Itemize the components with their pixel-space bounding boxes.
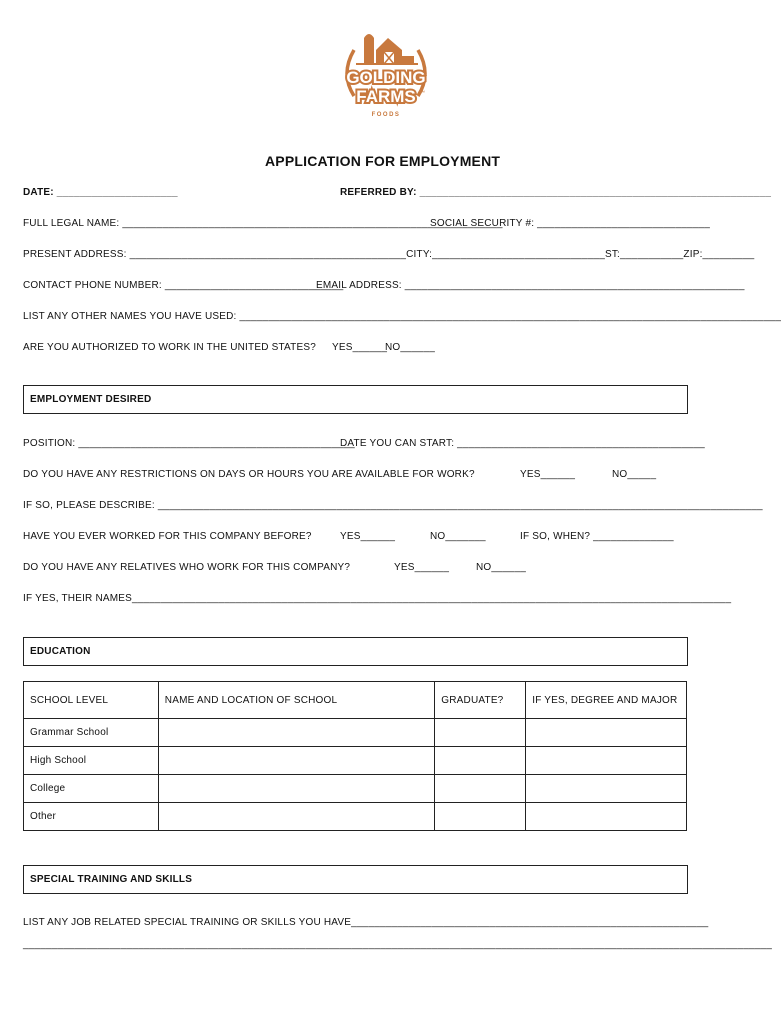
school-level-college: College — [24, 775, 159, 803]
worked-before-yes-field[interactable]: YES______ — [340, 531, 396, 542]
employment-desired-title: EMPLOYMENT DESIRED — [30, 394, 152, 405]
school-name-cell[interactable] — [158, 719, 434, 747]
table-row — [24, 803, 687, 831]
relatives-yes-field[interactable]: YES______ — [394, 562, 450, 573]
authorized-question: ARE YOU AUTHORIZED TO WORK IN THE UNITED STATES? — [23, 342, 316, 353]
education-header — [23, 637, 688, 666]
golding-farms-logo — [336, 26, 436, 122]
employment-desired-header — [23, 385, 688, 414]
special-training-header — [23, 865, 688, 894]
full-legal-name-field[interactable]: FULL LEGAL NAME: __________________________________________________________________ — [23, 218, 503, 229]
degree-major-cell[interactable] — [526, 747, 687, 775]
start-date-field[interactable]: DATE YOU CAN START: ___________________________________________ — [340, 438, 705, 449]
column-header-school-name-location: NAME AND LOCATION OF SCHOOL — [158, 682, 434, 719]
column-header-degree-major: IF YES, DEGREE AND MAJOR — [526, 682, 687, 719]
degree-major-cell[interactable] — [526, 803, 687, 831]
relatives-question: DO YOU HAVE ANY RELATIVES WHO WORK FOR THIS COMPANY? — [23, 562, 351, 573]
restrictions-describe-field[interactable]: IF SO, PLEASE DESCRIBE: _________________________________________________________________________________________________________ — [23, 500, 763, 511]
ssn-field[interactable]: SOCIAL SECURITY #: ______________________________ — [430, 218, 711, 229]
logo-text-line1: GOLDING — [346, 68, 426, 87]
worked-before-no-field[interactable]: NO_______ — [430, 531, 486, 542]
graduate-cell[interactable] — [435, 747, 526, 775]
education-title: EDUCATION — [30, 646, 91, 657]
contact-phone-field[interactable]: CONTACT PHONE NUMBER: _______________________________ — [23, 280, 344, 291]
school-level-other: Other — [24, 803, 159, 831]
column-header-school-level: SCHOOL LEVEL — [24, 682, 159, 719]
table-row — [24, 747, 687, 775]
email-address-field[interactable]: EMAIL ADDRESS: ___________________________________________________________ — [316, 280, 745, 291]
special-training-title: SPECIAL TRAINING AND SKILLS — [30, 874, 193, 885]
position-field[interactable]: POSITION: ________________________________________________ — [23, 438, 355, 449]
school-name-cell[interactable] — [158, 803, 434, 831]
education-table-header-row — [24, 682, 687, 719]
school-name-cell[interactable] — [158, 747, 434, 775]
relatives-no-field[interactable]: NO______ — [476, 562, 526, 573]
authorized-yes-field[interactable]: YES______ — [332, 342, 388, 353]
table-row — [24, 719, 687, 747]
graduate-cell[interactable] — [435, 719, 526, 747]
education-table — [23, 681, 687, 831]
worked-before-question: HAVE YOU EVER WORKED FOR THIS COMPANY BEFORE? — [23, 531, 312, 542]
form-title: APPLICATION FOR EMPLOYMENT — [265, 153, 501, 169]
graduate-cell[interactable] — [435, 803, 526, 831]
school-level-grammar: Grammar School — [24, 719, 159, 747]
table-row — [24, 775, 687, 803]
relatives-names-field[interactable]: IF YES, THEIR NAMES________________________________________________________________________________________________________ — [23, 593, 732, 604]
graduate-cell[interactable] — [435, 775, 526, 803]
logo-text-line2: FARMS — [356, 87, 416, 106]
referred-by-field[interactable]: REFERRED BY: _____________________________________________________________ — [340, 187, 772, 198]
worked-before-when-field[interactable]: IF SO, WHEN? ______________ — [520, 531, 674, 542]
logo-text-line3: FOODS — [371, 112, 401, 118]
other-names-field[interactable]: LIST ANY OTHER NAMES YOU HAVE USED: ______________________________________________________________________________________________ — [23, 311, 781, 322]
column-header-graduate: GRADUATE? — [435, 682, 526, 719]
special-skills-field[interactable]: LIST ANY JOB RELATED SPECIAL TRAINING OR SKILLS YOU HAVE______________________________________________________________ — [23, 917, 709, 928]
restrictions-question: DO YOU HAVE ANY RESTRICTIONS ON DAYS OR HOURS YOU ARE AVAILABLE FOR WORK? — [23, 469, 475, 480]
restrictions-yes-field[interactable]: YES______ — [520, 469, 576, 480]
degree-major-cell[interactable] — [526, 775, 687, 803]
authorized-no-field[interactable]: NO______ — [385, 342, 435, 353]
school-name-cell[interactable] — [158, 775, 434, 803]
special-skills-line-2[interactable]: __________________________________________________________________________________________________________________________________ — [23, 939, 772, 950]
logo-trademark: ™ — [420, 90, 425, 96]
present-address-field[interactable]: PRESENT ADDRESS: ________________________________________________CITY:______________________________ST:___________ZIP:_________ — [23, 249, 755, 260]
date-field[interactable]: DATE: _____________________ — [23, 187, 178, 198]
degree-major-cell[interactable] — [526, 719, 687, 747]
school-level-high-school: High School — [24, 747, 159, 775]
restrictions-no-field[interactable]: NO_____ — [612, 469, 657, 480]
